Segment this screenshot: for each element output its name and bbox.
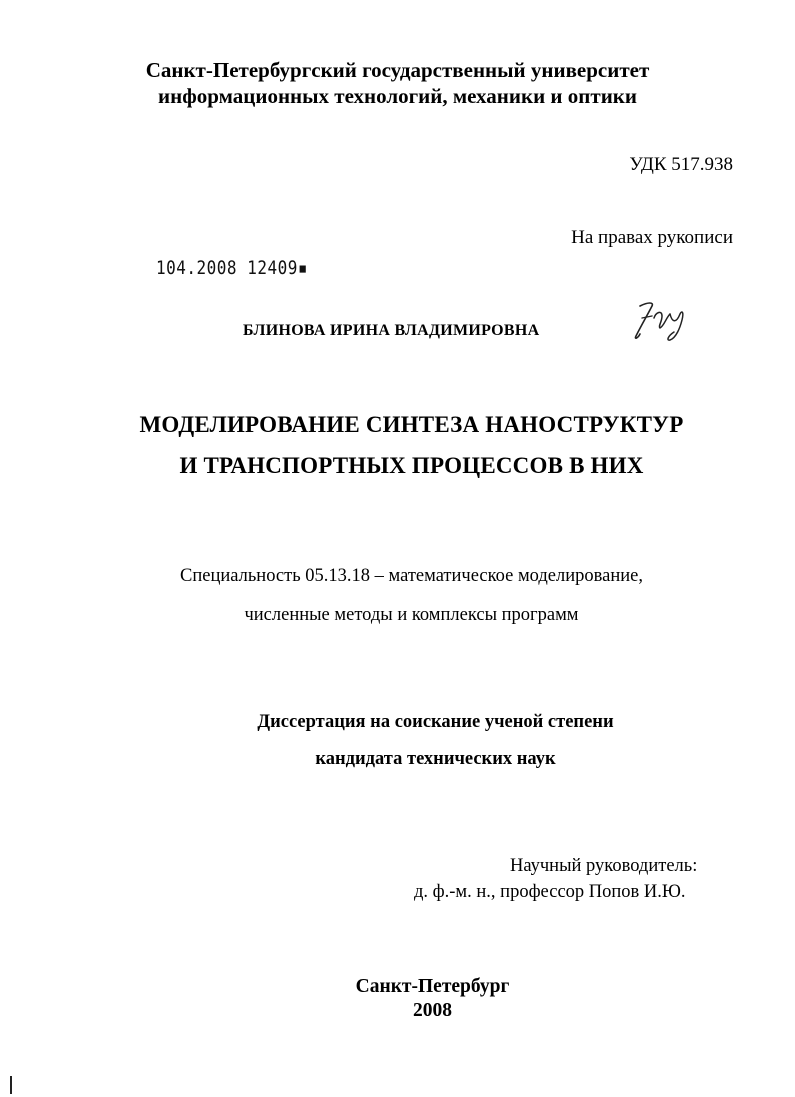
degree-line2: кандидата технических наук xyxy=(315,749,556,769)
scan-edge-mark xyxy=(10,1076,12,1094)
supervisor-label: Научный руководитель: xyxy=(510,856,698,876)
dissertation-title-line2: И ТРАНСПОРТНЫХ ПРОЦЕССОВ В НИХ xyxy=(179,453,644,478)
stamp-dash: ▪ xyxy=(297,256,308,279)
author-name: БЛИНОВА ИРИНА ВЛАДИМИРОВНА xyxy=(243,322,540,339)
supervisor-name: д. ф.-м. н., профессор Попов И.Ю. xyxy=(414,882,686,902)
signature-icon xyxy=(630,296,692,344)
specialty-line2: численные методы и комплексы программ xyxy=(244,605,579,625)
registration-stamp xyxy=(156,257,308,279)
registration-stamp-number: 104.2008 12409 xyxy=(156,256,298,279)
udk-code: УДК 517.938 xyxy=(629,154,733,175)
specialty-line1: Специальность 05.13.18 – математическое моделирование, xyxy=(180,566,643,586)
university-name-line1: Санкт-Петербургский государственный университет xyxy=(145,58,650,82)
city: Санкт-Петербург xyxy=(355,976,510,997)
manuscript-rights-note: На правах рукописи xyxy=(571,227,733,248)
dissertation-title-line1: МОДЕЛИРОВАНИЕ СИНТЕЗА НАНОСТРУКТУР xyxy=(139,412,684,437)
degree-line1: Диссертация на соискание ученой степени xyxy=(257,712,614,732)
university-name-line2: информационных технологий, механики и оптики xyxy=(158,84,637,108)
year: 2008 xyxy=(413,1000,452,1021)
